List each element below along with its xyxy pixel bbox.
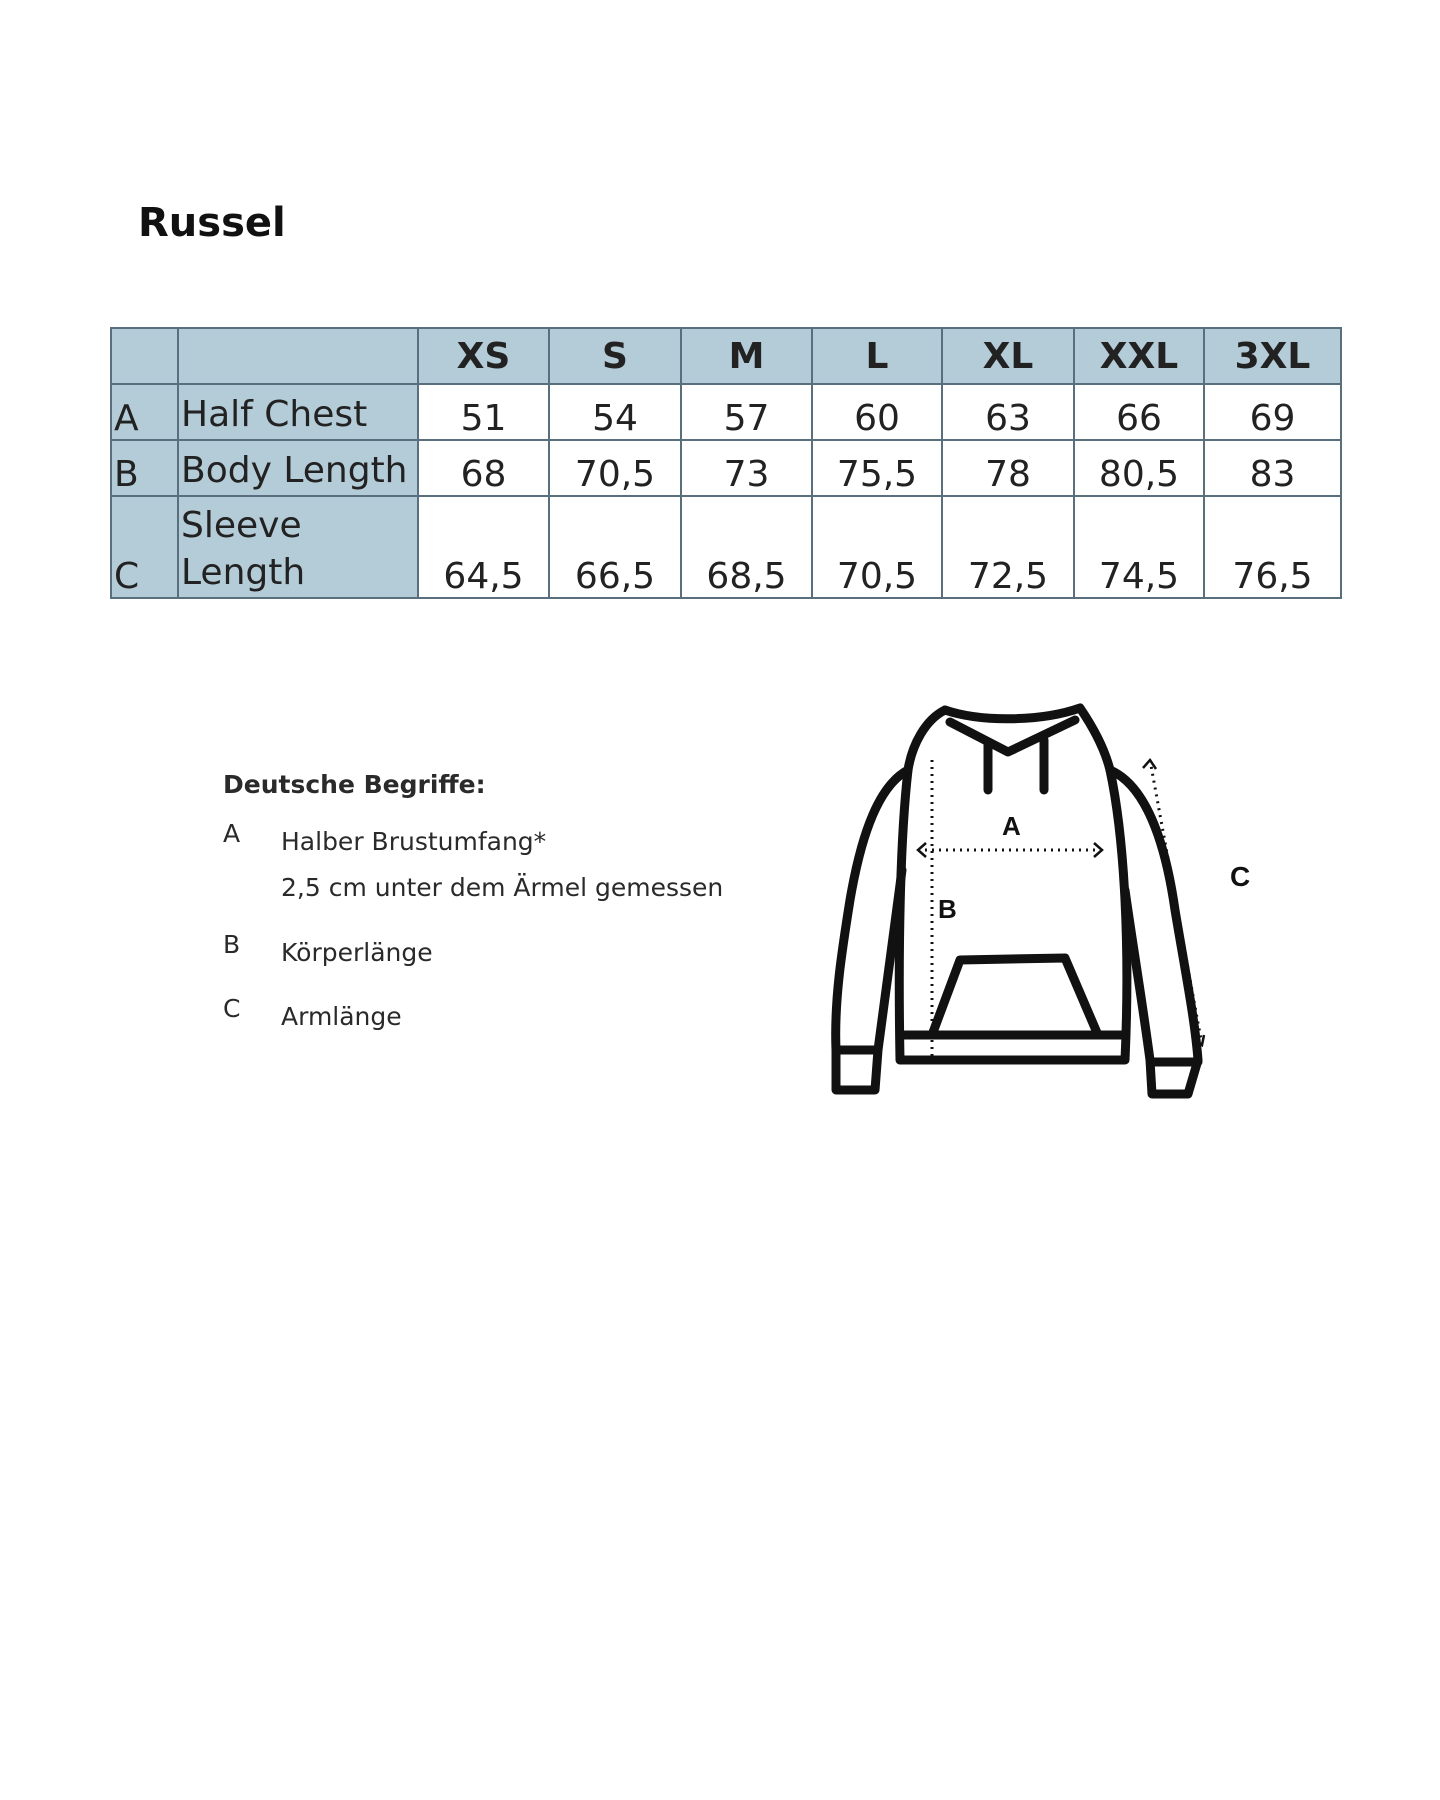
table-row <box>111 384 1341 440</box>
table-cell: 83 <box>1204 440 1341 496</box>
hood-left <box>908 710 945 770</box>
size-header: S <box>549 328 681 384</box>
size-header: 3XL <box>1204 328 1341 384</box>
table-cell: 68,5 <box>681 496 812 598</box>
size-header: XL <box>942 328 1074 384</box>
label-c: C <box>1230 861 1251 892</box>
legend-text: Armlänge <box>281 1001 402 1031</box>
table-header-row <box>111 328 1341 384</box>
table-cell: 80,5 <box>1074 440 1204 496</box>
header-label-cell <box>178 328 418 384</box>
legend-text <box>281 819 723 912</box>
table-cell: 70,5 <box>549 440 681 496</box>
legend-text: Körperlänge <box>281 937 433 967</box>
table-row <box>111 440 1341 496</box>
table-cell: 54 <box>549 384 681 440</box>
size-table <box>110 327 1342 599</box>
table-cell: 66 <box>1074 384 1204 440</box>
row-label: Body Length <box>178 440 418 496</box>
table-cell: 68 <box>418 440 549 496</box>
table-cell: 64,5 <box>418 496 549 598</box>
table-cell: 60 <box>812 384 942 440</box>
label-b: B <box>938 894 957 924</box>
table-row <box>111 496 1341 598</box>
table-cell: 75,5 <box>812 440 942 496</box>
legend <box>223 770 723 1058</box>
row-label-line: Sleeve <box>181 505 302 547</box>
row-letter: B <box>111 440 178 496</box>
legend-key: A <box>223 819 241 848</box>
size-header: XXL <box>1074 328 1204 384</box>
table-cell: 51 <box>418 384 549 440</box>
legend-item <box>223 930 723 976</box>
legend-text-line: 2,5 cm unter dem Ärmel gemessen <box>281 873 724 903</box>
size-header: M <box>681 328 812 384</box>
table-cell: 76,5 <box>1204 496 1341 598</box>
header-letter-cell <box>111 328 178 384</box>
row-label-line: Length <box>181 552 306 594</box>
table-cell: 74,5 <box>1074 496 1204 598</box>
row-label: Half Chest <box>178 384 418 440</box>
arrow-a-right <box>1094 843 1102 857</box>
row-label <box>178 496 418 598</box>
pocket <box>932 958 1098 1035</box>
table-cell: 69 <box>1204 384 1341 440</box>
label-a: A <box>1002 811 1021 841</box>
legend-text-line: Halber Brustumfang* <box>281 827 547 856</box>
legend-key: B <box>223 929 241 959</box>
table-cell: 73 <box>681 440 812 496</box>
table-cell: 66,5 <box>549 496 681 598</box>
page-title: Russel <box>138 200 286 246</box>
size-header: L <box>812 328 942 384</box>
legend-key: C <box>223 993 241 1023</box>
hoodie-diagram <box>820 690 1260 1110</box>
legend-item <box>223 819 723 912</box>
arrow-a-left <box>918 843 926 857</box>
row-letter: C <box>111 496 178 598</box>
table-cell: 57 <box>681 384 812 440</box>
table-cell: 70,5 <box>812 496 942 598</box>
size-header: XS <box>418 328 549 384</box>
row-letter: A <box>111 384 178 440</box>
table-cell: 78 <box>942 440 1074 496</box>
legend-title: Deutsche Begriffe: <box>223 770 486 799</box>
table-cell: 72,5 <box>942 496 1074 598</box>
legend-item <box>223 994 723 1040</box>
table-cell: 63 <box>942 384 1074 440</box>
arrow-c-top <box>1143 760 1156 769</box>
hood-inner <box>950 720 1075 752</box>
